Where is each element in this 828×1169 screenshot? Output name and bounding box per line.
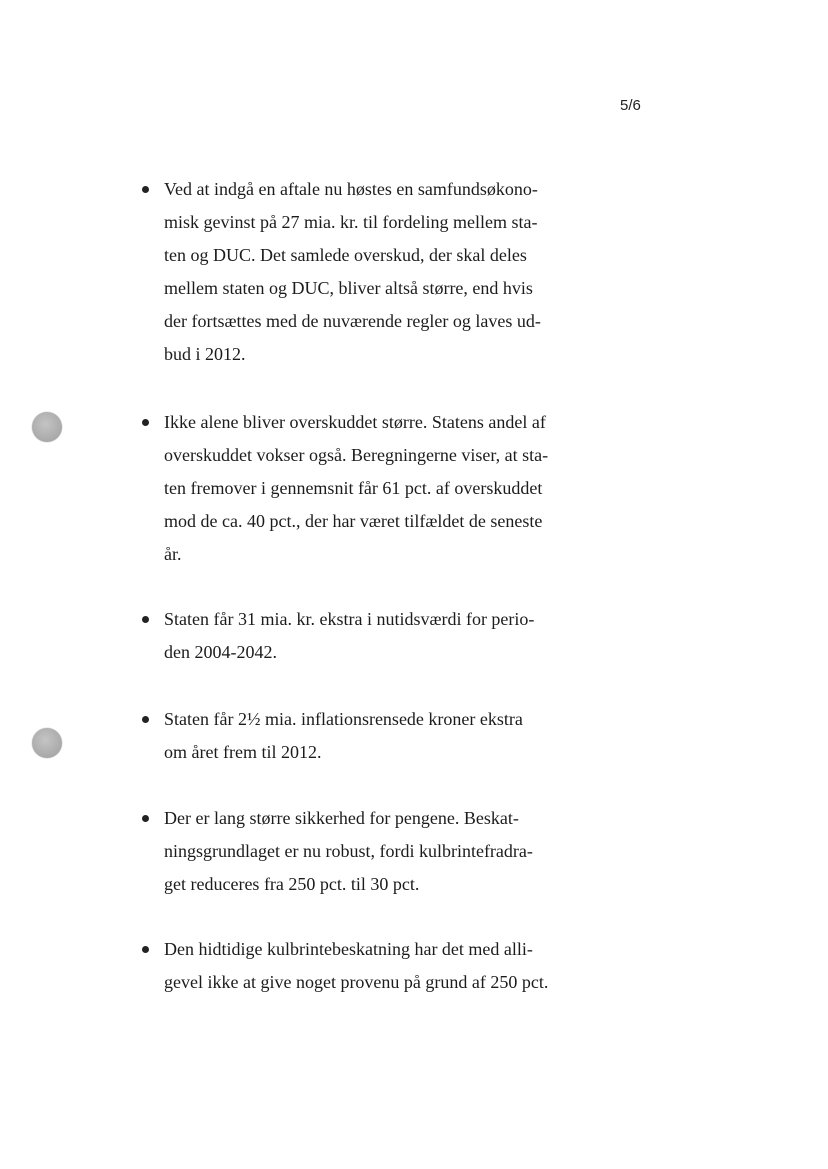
bullet-item-6 [164,933,584,999]
bullet-1-line-2: misk gevinst på 27 mia. kr. til fordeling mellem sta- [164,212,538,232]
bullet-2-line-4: mod de ca. 40 pct., der har været tilfældet de seneste [164,511,543,531]
bullet-item-5 [164,802,584,901]
bullet-2-line-2: overskuddet vokser også. Beregningerne viser, at sta- [164,445,549,465]
bullet-6-line-1: Den hidtidige kulbrintebeskatning har det med alli- [164,939,533,959]
punch-hole-top [32,412,62,442]
bullet-dot-icon [142,946,149,953]
bullet-4-line-1: Staten får 2½ mia. inflationsrensede kroner ekstra [164,709,523,729]
bullet-3-line-1: Staten får 31 mia. kr. ekstra i nutidsværdi for perio- [164,609,535,629]
bullet-6-line-2: gevel ikke at give noget provenu på grund af 250 pct. [164,972,549,992]
bullet-item-2 [164,406,584,571]
bullet-4-line-2: om året frem til 2012. [164,742,322,762]
bullet-1-line-4: mellem staten og DUC, bliver altså større, end hvis [164,278,533,298]
bullet-5-line-1: Der er lang større sikkerhed for pengene. Beskat- [164,808,519,828]
bullet-2-line-5: år. [164,544,182,564]
bullet-2-line-1: Ikke alene bliver overskuddet større. Statens andel af [164,412,546,432]
punch-hole-bottom [32,728,62,758]
bullet-dot-icon [142,186,149,193]
bullet-1-line-3: ten og DUC. Det samlede overskud, der skal deles [164,245,527,265]
bullet-3-line-2: den 2004-2042. [164,642,277,662]
bullet-1-line-5: der fortsættes med de nuværende regler og laves ud- [164,311,541,331]
bullet-1-line-1: Ved at indgå en aftale nu høstes en samfundsøkono- [164,179,538,199]
bullet-item-1 [164,173,584,371]
bullet-5-line-3: get reduceres fra 250 pct. til 30 pct. [164,874,420,894]
bullet-5-line-2: ningsgrundlaget er nu robust, fordi kulbrintefradra- [164,841,533,861]
bullet-2-line-3: ten fremover i gennemsnit får 61 pct. af overskuddet [164,478,543,498]
bullet-dot-icon [142,815,149,822]
bullet-dot-icon [142,716,149,723]
bullet-1-line-6: bud i 2012. [164,344,246,364]
bullet-item-4 [164,703,584,769]
bullet-dot-icon [142,419,149,426]
bullet-dot-icon [142,616,149,623]
bullet-item-3 [164,603,584,669]
page-number: 5/6 [620,97,641,114]
